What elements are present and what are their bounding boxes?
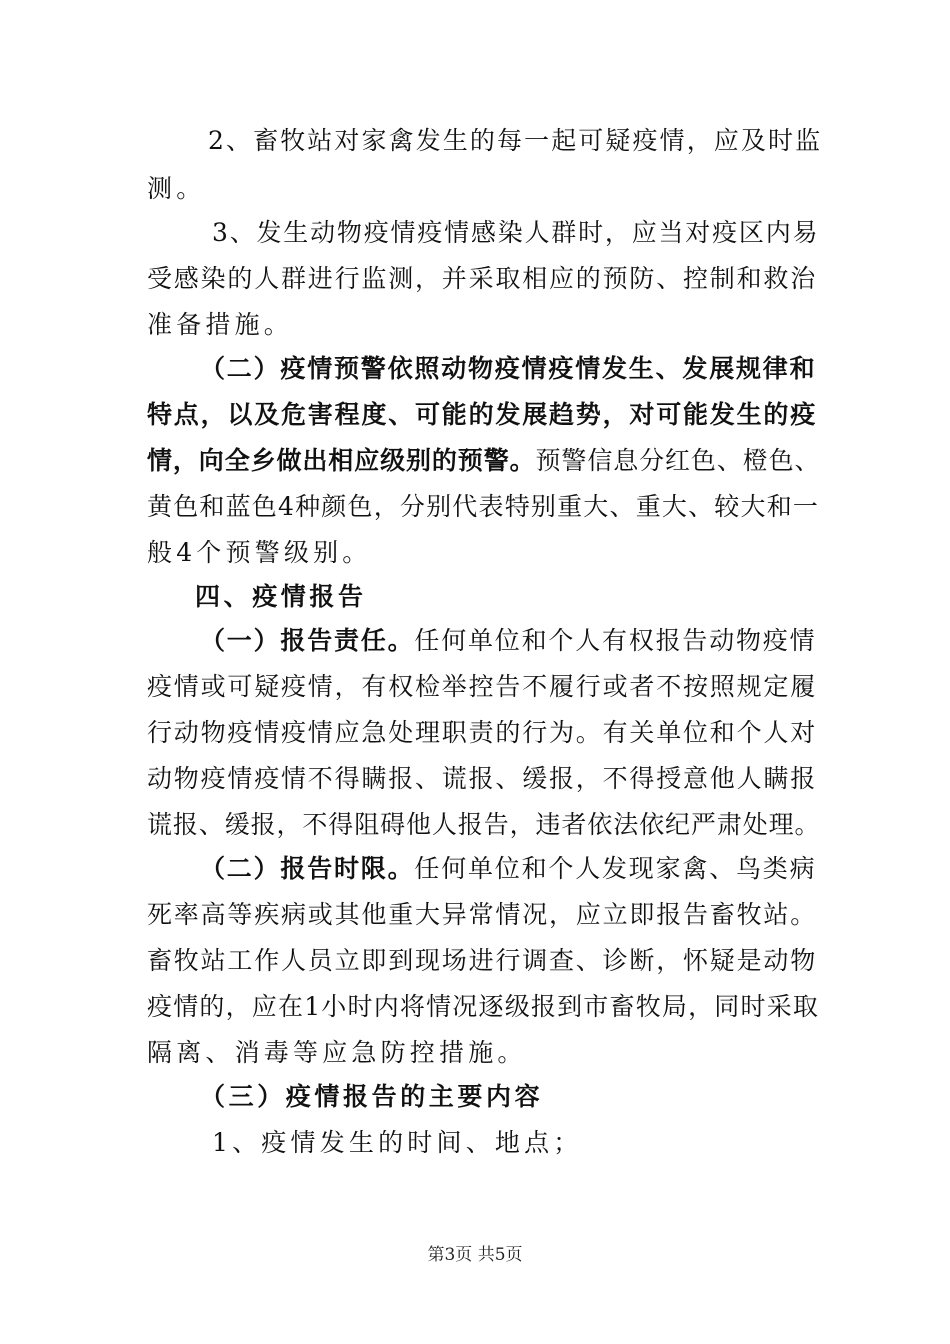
text-line: 行动物疫情疫情应急处理职责的行为。有关单位和个人对 xyxy=(147,718,818,747)
text-run: 任何单位和个人有权报告动物疫情 xyxy=(414,626,817,655)
section-heading: （三）疫情报告的主要内容 xyxy=(200,1082,544,1111)
section-heading: 四、疫情报告 xyxy=(195,582,367,611)
text-line: 准备措施。 xyxy=(147,310,294,339)
text-run: 预警信息分红色、橙色、 xyxy=(535,446,821,475)
text-line: 般4个预警级别。 xyxy=(147,538,372,567)
text-line xyxy=(200,854,816,884)
text-line: 3、发生动物疫情疫情感染人群时，应当对疫区内易 xyxy=(212,218,820,247)
page-footer: 第3页 共5页 xyxy=(427,1245,523,1265)
text-run: 任何单位和个人发现家禽、鸟类病 xyxy=(414,854,817,883)
text-line: 疫情或可疑疫情，有权检举控告不履行或者不按照规定履 xyxy=(147,672,818,701)
section-heading: 情，向全乡做出相应级别的预警。 xyxy=(147,446,536,475)
text-line xyxy=(147,446,820,476)
text-line: 疫情的，应在1小时内将情况逐级报到市畜牧局，同时采取 xyxy=(147,992,820,1021)
text-line: 隔离、消毒等应急防控措施。 xyxy=(147,1038,527,1067)
section-heading: 特点，以及危害程度、可能的发展趋势，对可能发生的疫 xyxy=(147,400,818,429)
text-line: 谎报、缓报，不得阻碍他人报告，违者依法依纪严肃处理。 xyxy=(147,810,821,839)
text-line: 测。 xyxy=(147,174,206,203)
text-line: 畜牧站工作人员立即到现场进行调查、诊断，怀疑是动物 xyxy=(147,946,818,975)
text-line: 死率高等疾病或其他重大异常情况，应立即报告畜牧站。 xyxy=(147,900,818,929)
section-heading: （二）疫情预警依照动物疫情疫情发生、发展规律和 xyxy=(200,354,817,383)
section-heading: （一）报告责任。 xyxy=(200,626,415,655)
text-line: 动物疫情疫情不得瞒报、谎报、缓报，不得授意他人瞒报 xyxy=(147,764,818,793)
section-heading: （二）报告时限。 xyxy=(200,854,415,883)
text-line: 受感染的人群进行监测，并采取相应的预防、控制和救治 xyxy=(147,264,818,293)
text-line xyxy=(200,626,816,656)
text-line: 1、疫情发生的时间、地点； xyxy=(212,1128,583,1157)
text-line: 2、畜牧站对家禽发生的每一起可疑疫情，应及时监 xyxy=(208,126,823,155)
text-line: 黄色和蓝色4种颜色，分别代表特别重大、重大、较大和一 xyxy=(147,492,820,521)
